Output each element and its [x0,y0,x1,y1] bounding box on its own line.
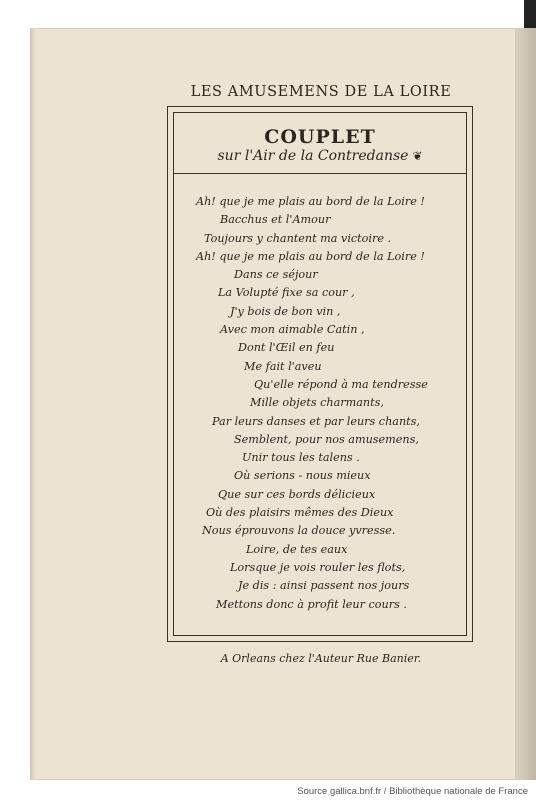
air-title-text: sur l'Air de la Contredanse [217,148,409,164]
poem-line: Bacchus et l'Amour [220,213,331,227]
poem-line: Mille objets charmants, [250,396,384,410]
poem-line: Ah! que je me plais au bord de la Loire ! [196,195,425,208]
poem-line: La Volupté fixe sa cour , [218,286,355,300]
source-credit: Source gallica.bnf.fr / Bibliothèque nationale de France [297,786,528,797]
poem-line: Unir tous les talens . [242,451,360,465]
flourish-icon: ❦ [412,149,423,163]
poem-line: Nous éprouvons la douce yvresse. [202,524,396,538]
poem-line: J'y bois de bon vin , [230,304,341,318]
poem-line: Où serions - nous mieux [234,469,371,483]
poem-line: Qu'elle répond à ma tendresse [254,377,428,391]
poem-line: Ah! que je me plais au bord de la Loire ! [196,249,425,263]
poem-text [190,193,450,614]
poem-line: Semblent, pour nos amusemens, [234,432,419,446]
book-edge-dark [524,0,536,30]
poem-line: Toujours y chantent ma victoire . [204,231,392,245]
poem-line: Que sur ces bords délicieux [218,487,376,501]
poem-line: Dont l'Œil en feu [238,341,335,355]
title-divider [173,173,467,174]
poem-line: Où des plaisirs mêmes des Dieux [206,506,394,520]
poem-line: Mettons donc à profit leur cours . [216,597,407,611]
poem-line: Je dis : ainsi passent nos jours [238,579,410,593]
running-title: LES AMUSEMENS DE LA LOIRE [190,84,452,100]
poem-line: Dans ce séjour [234,268,318,282]
book-spine [516,28,536,780]
imprint: A Orleans chez l'Auteur Rue Banier. [220,652,422,665]
poem-line: Loire, de tes eaux [246,542,348,556]
couplet-title: COUPLET [264,126,376,148]
air-title [173,148,467,164]
poem-line: Par leurs danses et par leurs chants, [212,414,420,428]
poem-line: Avec mon aimable Catin , [220,323,365,337]
poem-line: Me fait l'aveu [244,359,322,373]
poem-line: Lorsque je vois rouler les flots, [230,560,406,574]
